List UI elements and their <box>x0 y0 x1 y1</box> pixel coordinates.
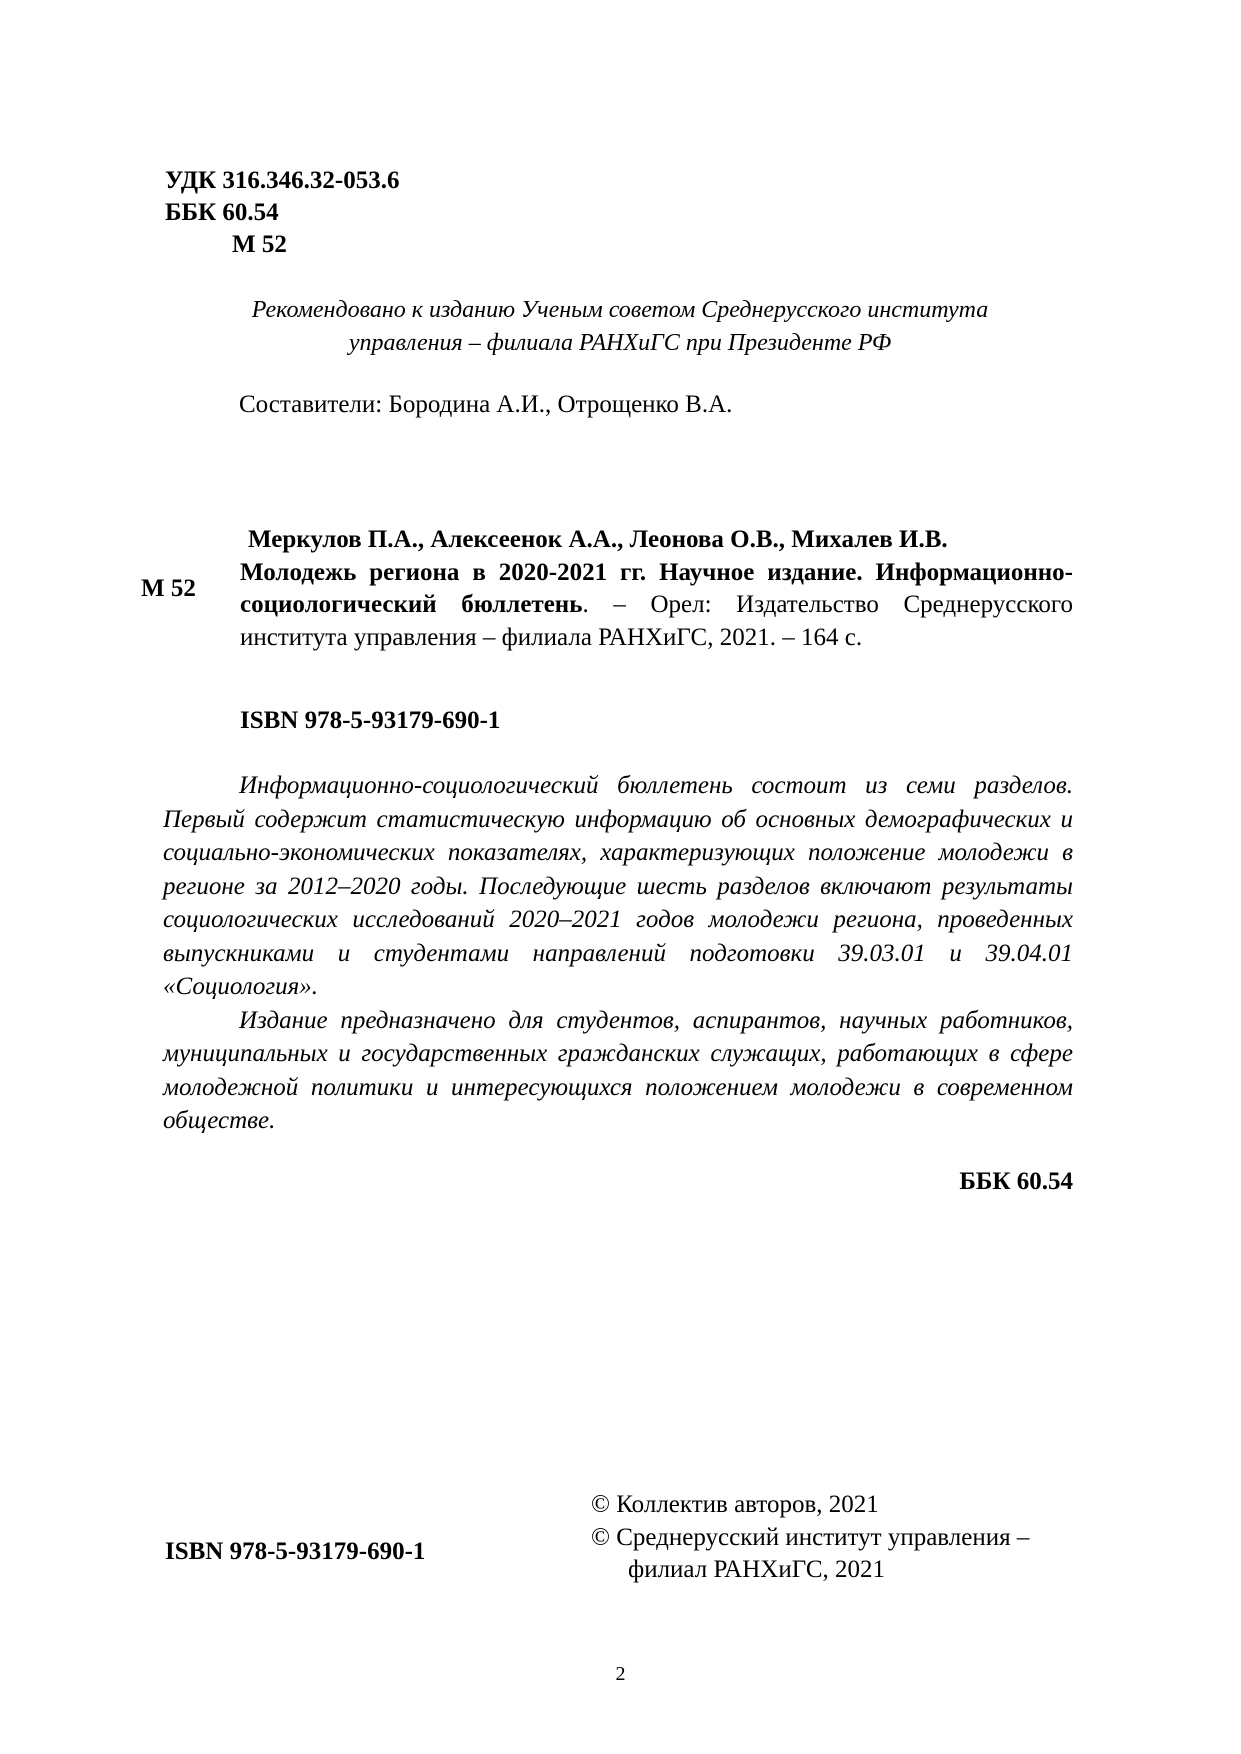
copyright-institute: © Среднерусский институт управления – <box>591 1523 1030 1551</box>
classification-codes <box>165 165 399 261</box>
record-title: Молодежь региона в 2020-2021 гг. Научное издание. Информационно-социологический бюллетень <box>240 558 1073 618</box>
record-authors: Меркулов П.А., Алексеенок А.А., Леонова О.В., Михалев И.В. <box>248 526 948 553</box>
abstract <box>163 769 1073 1138</box>
udk-code: УДК 316.346.32-053.6 <box>165 167 400 194</box>
record-imprint: . – Орел: Издательство Среднерусского института управления – филиала РАНХиГС, 2021. – 164 с. <box>240 591 1073 651</box>
page-number: 2 <box>615 1663 626 1685</box>
record-cutter-code: М 52 <box>141 575 196 602</box>
bbk-code: ББК 60.54 <box>165 199 279 226</box>
abstract-paragraph: Издание предназначено для студентов, аспирантов, научных работников, муниципальных и государственных гражданских служащих, работающих в сфере молодежной политики и интересующихся положением молодежи в современном обществе. <box>163 1006 1073 1134</box>
copyright-authors: © Коллектив авторов, 2021 <box>591 1491 879 1518</box>
publication-recommendation <box>150 294 1090 360</box>
bibliographic-record <box>240 524 1073 654</box>
compilers-line: Составители: Бородина А.И., Отрощенко В.А. <box>239 391 733 418</box>
record-isbn: ISBN 978-5-93179-690-1 <box>240 707 501 734</box>
copyright-block <box>591 1489 1029 1587</box>
abstract-bbk: ББК 60.54 <box>959 1168 1073 1195</box>
recommendation-line-1: Рекомендовано к изданию Ученым советом Среднерусского института <box>251 297 989 323</box>
abstract-paragraph: Информационно-социологический бюллетень состоит из семи разделов. Первый содержит статистическую информацию об основных демографических и социально-экономических показателях, характеризующих положение молодежи в регионе за 2012–2020 годы. Последующие шесть разделов включают результаты социологических исследований 2020–2021 годов молодежи региона, проведенных выпускниками и студентами направлений подготовки 39.03.01 и 39.04.01 «Социология». <box>163 772 1073 1000</box>
copyright-institute-continued: филиал РАНХиГС, 2021 <box>628 1556 886 1583</box>
cutter-code: М 52 <box>232 231 287 258</box>
footer-isbn: ISBN 978-5-93179-690-1 <box>165 1538 426 1565</box>
recommendation-line-2: управления – филиала РАНХиГС при Президенте РФ <box>348 330 892 356</box>
